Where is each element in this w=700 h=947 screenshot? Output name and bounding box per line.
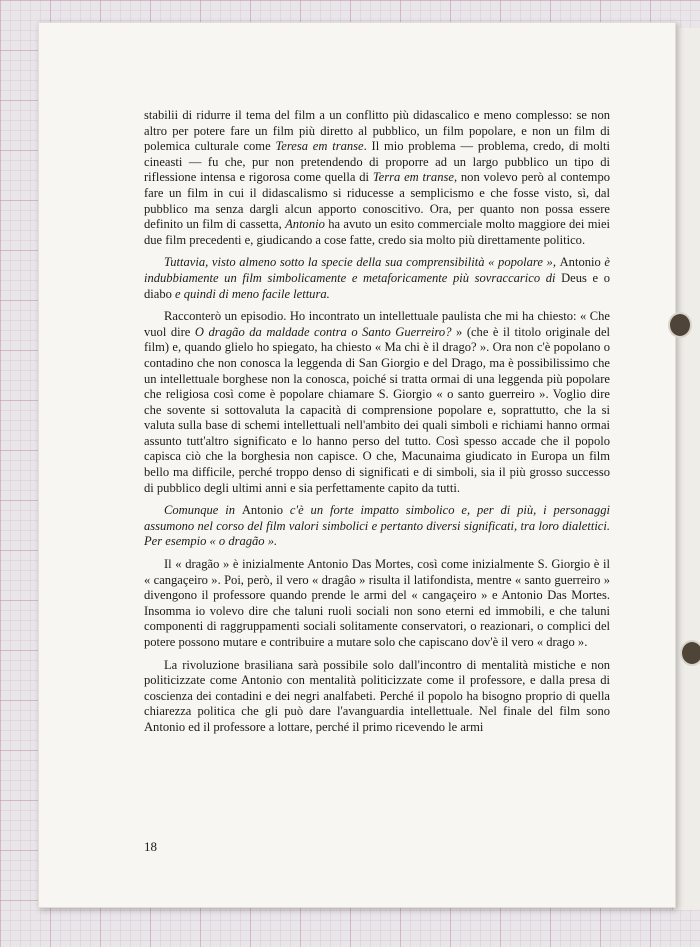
punch-hole-upper [670, 314, 690, 336]
page-text [144, 108, 610, 736]
text-run: O dragão da maldade contra o Santo Guerreiro? [194, 324, 452, 339]
text-run: stabilii di ridurre il tema del film a un conflitto più didascalico e meno complesso: se non altro per potere fare un film più diretto al pubblico, un film popolare, e non un film di polemica culturale come [144, 108, 610, 154]
text-run: Antonio [241, 503, 283, 518]
text-run: Teresa em transe [275, 139, 364, 154]
text-run: Tuttavia, visto almeno sotto la specie della sua comprensibilità « popolare », [164, 255, 560, 270]
text-run: c'è un forte impatto simbolico e, per di più, i personaggi assumono nel corso del film valori simbolici e pertanto diversi significati, tra loro dialettici. Per esempio « o dragão ». [144, 503, 610, 549]
text-run: Racconterò un episodio. Ho incontrato un intellettuale paulista che mi ha chiesto: « Che vuol dire [144, 309, 610, 339]
paragraph [144, 658, 610, 736]
text-run: e quindi di meno facile lettura. [171, 286, 330, 301]
text-run: La rivoluzione brasiliana sarà possibile solo dall'incontro di mentalità mistiche e non politicizzate come Antonio con mentalità politicizzate come il professore, e dalla presa di coscienza dei contadini e dei negri analfabeti. Perché il popolo ha bisogno proprio di quella chiarezza politica che gli può dare l'avanguardia intellettuale. Nel finale del film sono Antonio ed il professore a lottare, perché il primo ricevendo le armi [144, 657, 610, 734]
text-run: è indubbiamente un film simbolicamente e metaforicamente più sovraccarico di [144, 255, 610, 285]
paragraph [144, 557, 610, 651]
text-run: » (che è il titolo originale del film) e, quando glielo ho spiegato, ha chiesto « Ma chi è il drago? ». Ora non c'è popolano o contadino che non conosca la leggenda di San Giorgio e del Drago, ma è possibilissimo che un intellettuale borghese non la conosca, poiché si tratta ormai di una leggenda più popolare che religiosa così come è popolare chiamare S. Giorgio « o santo guerreiro ». Voglio dire che sovente si sottovaluta la capacità di comprensione popolare e, soprattutto, che la si valuta sulla base di schemi intellettuali nell'ambito dei quali simboli e richiami hanno ormai assunto tutt'altro significato e lo hanno perso del tutto. Così spesso accade che il popolo capisca ciò che la borghesia non capisce. O che, Macunaima giudicato in Europa un film bello ma difficile, perché troppo denso di significati e di simboli, sia il più grosso successo di pubblico degli ultimi anni e sia perfettamente capito da tutti. [144, 324, 610, 495]
text-run: , non volevo però al contempo fare un film in cui il didascalismo si riducesse a semplicismo e che fosse visto, sì, dal pubblico ma senza dargli alcun apporto conoscitivo. Ora, per quanto non possa essere definito un film di cassetta, [144, 170, 610, 232]
text-run: Antonio [285, 217, 325, 232]
paragraph [144, 309, 610, 496]
text-run: ha avuto un esito commerciale molto maggiore dei miei due film precedenti e, giudicando a cose fatte, credo sia molto più direttamente politico. [144, 217, 610, 247]
next-page-edge [672, 28, 700, 910]
text-run: Comunque in [164, 503, 242, 518]
interview-question [144, 503, 610, 550]
text-run: Il « dragão » è inizialmente Antonio Das Mortes, così come inizialmente S. Giorgio è il « cangaçeiro ». Poi, però, il vero « dragâo » risulta il latifondista, mentre « santo guerreiro » divengono il professore quando prende le armi del « cangaçeiro » e Antonio Das Mortes. Insomma io volevo dire che taluni ruoli sociali non sono eterni ed immobili, e che taluni componenti di raggruppamenti sociali solitamente conservatori, o reazionari, o complici del potere possono mutare e contribuire a mutare solo che capiscano dov'è il vero « drago ». [144, 557, 610, 649]
text-run: Terra em transe [372, 170, 454, 185]
paragraph [144, 108, 610, 248]
page-number: 18 [144, 839, 157, 854]
punch-hole-lower [682, 642, 700, 664]
text-run: Deus e o diabo [144, 270, 610, 301]
text-run: Antonio [559, 255, 601, 270]
text-run: . Il mio problema — problema, credo, di molti cineasti — fu che, pur non pretendendo di proporre ad un largo pubblico un tipo di riflessione intensa e rigorosa come quella di [144, 139, 610, 185]
interview-question [144, 255, 610, 302]
